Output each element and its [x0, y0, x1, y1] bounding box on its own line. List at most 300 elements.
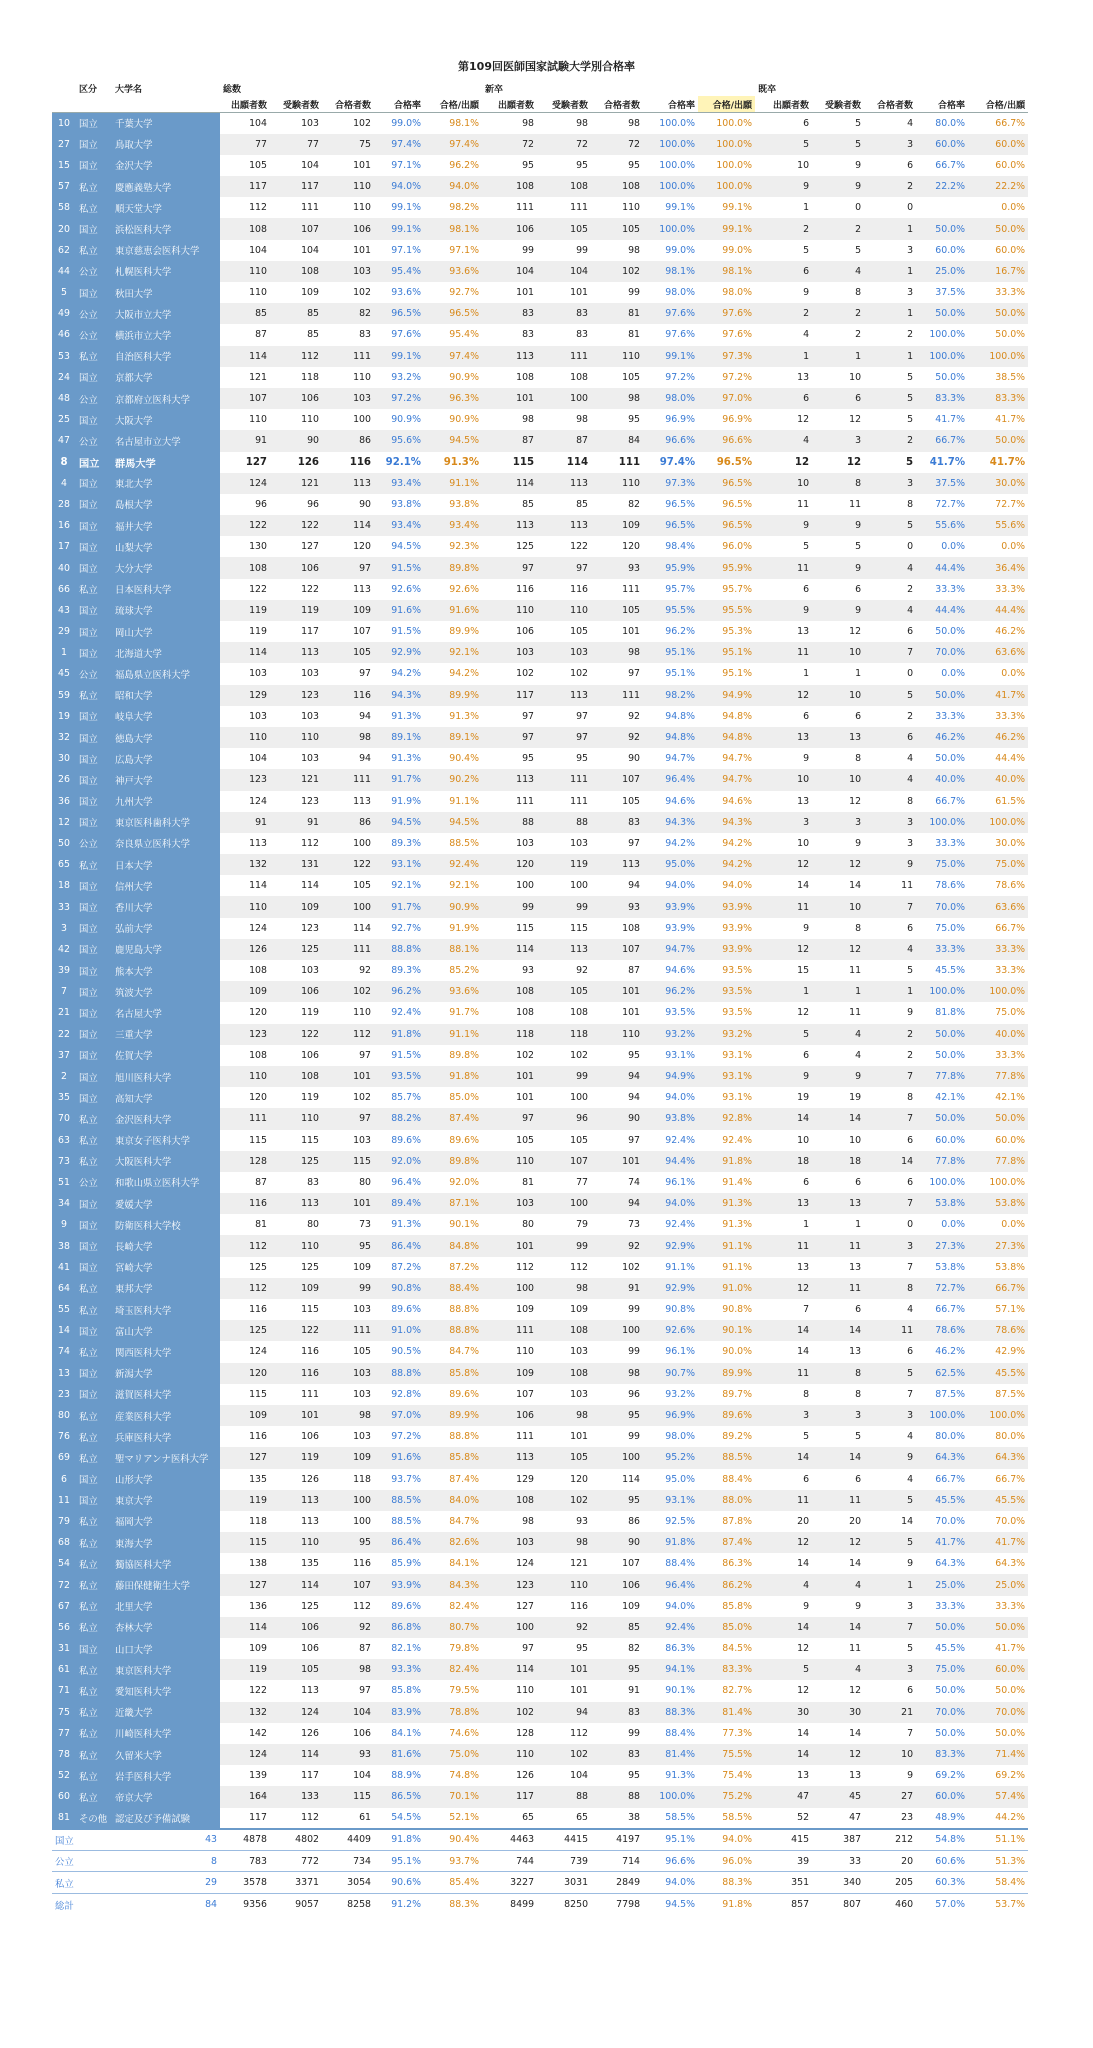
value-cell: 8 — [855, 1388, 862, 1400]
value-cell: 77.8% — [968, 1151, 1028, 1172]
value-cell: 105 — [591, 600, 643, 621]
value-cell: 96.4% — [391, 1176, 421, 1188]
value-cell: 87 — [255, 329, 267, 341]
table-row — [52, 1723, 1028, 1744]
totals-value: 91.8% — [374, 1829, 424, 1851]
value-cell: 100.0% — [929, 1176, 966, 1188]
value-cell: 84.5% — [722, 1643, 753, 1655]
value-cell: 95.1% — [665, 668, 696, 680]
value-cell: 14 — [849, 880, 862, 892]
value-cell: 103 — [322, 261, 374, 282]
value-cell: 44.4% — [995, 753, 1026, 765]
value-cell: 96 — [537, 1108, 591, 1129]
university-name-cell: 信州大学 — [112, 875, 220, 896]
value-cell: 100.0% — [659, 159, 696, 171]
value-cell: 109 — [622, 1600, 641, 1612]
university-name-cell: 香川大学 — [112, 896, 220, 917]
totals-value: 94.5% — [643, 1893, 698, 1915]
totals-value: 4197 — [591, 1829, 643, 1851]
value-cell: 123 — [301, 922, 319, 934]
kubun-cell: 私立 — [76, 1659, 112, 1680]
value-cell: 7 — [803, 1304, 810, 1316]
table-row — [52, 113, 1028, 134]
value-cell: 95.5% — [643, 600, 698, 621]
value-cell: 50.0% — [968, 1617, 1028, 1638]
value-cell: 10 — [797, 1134, 810, 1146]
rank-cell: 49 — [52, 303, 76, 324]
value-cell: 91.6% — [374, 600, 424, 621]
totals-value: 90.4% — [424, 1829, 482, 1851]
value-cell: 11 — [849, 498, 862, 510]
value-cell: 91.9% — [391, 795, 421, 807]
value-cell: 110 — [537, 600, 591, 621]
value-cell: 98 — [522, 117, 535, 129]
value-cell: 4 — [907, 753, 914, 765]
value-cell: 122 — [270, 515, 322, 536]
value-cell: 81.8% — [935, 1007, 966, 1019]
value-cell: 95 — [628, 1770, 641, 1782]
totals-value: 4415 — [537, 1829, 591, 1851]
value-cell: 97.0% — [698, 388, 755, 409]
value-cell: 1 — [864, 1574, 916, 1595]
value-cell: 94.0% — [665, 880, 696, 892]
table-row — [52, 1235, 1028, 1256]
value-cell: 117 — [482, 1786, 537, 1807]
value-cell: 91.1% — [424, 1024, 482, 1045]
value-cell: 50.0% — [916, 1617, 968, 1638]
value-cell: 88.8% — [424, 1320, 482, 1341]
table-row — [52, 642, 1028, 663]
table-row — [52, 769, 1028, 790]
value-cell: 80.0% — [935, 1431, 966, 1443]
value-cell: 100.0% — [989, 1176, 1026, 1188]
value-cell: 14 — [797, 1558, 810, 1570]
value-cell: 94.0% — [424, 176, 482, 197]
value-cell: 129 — [516, 1473, 535, 1485]
value-cell: 50.0% — [968, 218, 1028, 239]
value-cell: 30.0% — [995, 837, 1026, 849]
value-cell: 112 — [570, 1727, 589, 1739]
totals-value: 4802 — [270, 1829, 322, 1851]
value-cell: 5 — [855, 541, 862, 553]
value-cell: 5 — [855, 244, 862, 256]
value-cell: 85.2% — [449, 965, 480, 977]
value-cell: 110 — [220, 1066, 270, 1087]
value-cell: 121 — [570, 1558, 589, 1570]
rank-cell: 69 — [52, 1447, 76, 1468]
value-cell: 94.7% — [698, 769, 755, 790]
value-cell: 97 — [322, 1108, 374, 1129]
university-name-cell: 近畿大学 — [112, 1702, 220, 1723]
totals-value: 3227 — [482, 1872, 537, 1894]
value-cell: 116 — [570, 1600, 589, 1612]
kubun-cell: 国立 — [76, 1024, 112, 1045]
value-cell: 1 — [812, 981, 864, 1002]
value-cell: 90.7% — [643, 1363, 698, 1384]
value-cell: 82 — [628, 498, 641, 510]
value-cell: 70.0% — [935, 1515, 966, 1527]
value-cell: 96.5% — [643, 515, 698, 536]
value-cell: 94.6% — [722, 795, 753, 807]
value-cell: 46.2% — [916, 727, 968, 748]
value-cell: 72 — [591, 134, 643, 155]
value-cell: 98 — [537, 1405, 591, 1426]
value-cell: 3 — [907, 837, 914, 849]
value-cell: 100.0% — [716, 117, 753, 129]
value-cell: 126 — [301, 1473, 319, 1485]
value-cell: 111 — [516, 795, 535, 807]
value-cell: 94.5% — [424, 430, 482, 451]
rank-cell: 75 — [52, 1702, 76, 1723]
value-cell: 95 — [322, 1532, 374, 1553]
value-cell: 100 — [537, 388, 591, 409]
value-cell: 93.4% — [424, 515, 482, 536]
value-cell: 96.9% — [665, 414, 696, 426]
totals-value: 20 — [864, 1850, 916, 1872]
value-cell: 103 — [249, 668, 267, 680]
value-cell: 106 — [516, 626, 535, 638]
value-cell: 0 — [855, 202, 862, 214]
rank-cell: 62 — [52, 240, 76, 261]
value-cell: 107 — [322, 1574, 374, 1595]
value-cell: 9 — [755, 600, 812, 621]
rank-cell: 31 — [52, 1638, 76, 1659]
value-cell: 91.8% — [698, 1151, 755, 1172]
value-cell: 94 — [628, 1092, 641, 1104]
value-cell: 72 — [537, 134, 591, 155]
value-cell: 103 — [353, 1304, 371, 1316]
value-cell: 122 — [270, 1320, 322, 1341]
table-row — [52, 515, 1028, 536]
value-cell: 96.4% — [643, 1574, 698, 1595]
value-cell: 0 — [907, 202, 914, 214]
university-name-cell: 長崎大学 — [112, 1235, 220, 1256]
value-cell: 109 — [516, 1304, 535, 1316]
university-name-cell: 日本大学 — [112, 854, 220, 875]
totals-value: 3578 — [220, 1872, 270, 1894]
value-cell: 109 — [322, 1447, 374, 1468]
value-cell: 111 — [322, 1320, 374, 1341]
value-cell: 97 — [322, 557, 374, 578]
value-cell: 92.9% — [643, 1235, 698, 1256]
rank-cell: 39 — [52, 960, 76, 981]
value-cell: 96 — [255, 498, 267, 510]
value-cell: 77.3% — [722, 1727, 753, 1739]
value-cell: 60.0% — [995, 159, 1026, 171]
value-cell: 50.0% — [935, 753, 966, 765]
value-cell: 46.2% — [995, 626, 1026, 638]
value-cell: 97.2% — [722, 371, 753, 383]
value-cell: 90.9% — [391, 414, 421, 426]
value-cell: 116 — [322, 685, 374, 706]
university-name-cell: 熊本大学 — [112, 960, 220, 981]
value-cell: 106 — [591, 1574, 643, 1595]
university-name-cell: 横浜市立大学 — [112, 324, 220, 345]
value-cell: 93.1% — [722, 1049, 753, 1061]
value-cell: 96.4% — [643, 769, 698, 790]
subheader-new-4: 合格/出願 — [698, 96, 755, 113]
value-cell: 118 — [537, 1024, 591, 1045]
rank-cell: 8 — [52, 452, 76, 473]
value-cell: 75.0% — [935, 922, 966, 934]
value-cell: 82.6% — [424, 1532, 482, 1553]
value-cell: 6 — [855, 710, 862, 722]
value-cell: 113 — [301, 1685, 319, 1697]
value-cell: 38.5% — [995, 371, 1026, 383]
results-table — [52, 80, 1028, 1915]
value-cell: 57.1% — [995, 1304, 1026, 1316]
value-cell: 11 — [755, 1363, 812, 1384]
value-cell: 118 — [301, 371, 319, 383]
value-cell: 108 — [270, 261, 322, 282]
value-cell: 14 — [755, 1617, 812, 1638]
value-cell: 36.4% — [968, 557, 1028, 578]
value-cell: 0 — [907, 1219, 914, 1231]
value-cell: 14 — [755, 1320, 812, 1341]
totals-value: 58.4% — [968, 1872, 1028, 1894]
value-cell: 72.7% — [935, 498, 966, 510]
rank-cell: 29 — [52, 621, 76, 642]
value-cell: 66.7% — [995, 117, 1026, 129]
university-name-cell: 北里大学 — [112, 1596, 220, 1617]
value-cell: 95.0% — [665, 1473, 696, 1485]
value-cell: 103 — [353, 1431, 371, 1443]
value-cell: 11 — [849, 965, 862, 977]
value-cell: 110 — [270, 1108, 322, 1129]
rank-cell: 42 — [52, 939, 76, 960]
value-cell: 94.6% — [665, 965, 696, 977]
value-cell: 92.6% — [643, 1320, 698, 1341]
totals-row — [52, 1893, 1028, 1915]
value-cell: 92.4% — [643, 1617, 698, 1638]
value-cell: 11 — [812, 1235, 864, 1256]
value-cell: 7 — [907, 1261, 914, 1273]
value-cell: 92.7% — [391, 922, 421, 934]
value-cell: 95 — [628, 159, 641, 171]
value-cell: 113 — [301, 1515, 319, 1527]
value-cell: 111 — [537, 346, 591, 367]
value-cell: 77 — [270, 134, 322, 155]
value-cell: 102 — [482, 1702, 537, 1723]
value-cell: 5 — [864, 1490, 916, 1511]
value-cell: 94.2% — [698, 854, 755, 875]
value-cell: 93.2% — [665, 1388, 696, 1400]
value-cell: 126 — [301, 1727, 319, 1739]
value-cell: 97.6% — [643, 303, 698, 324]
value-cell: 95 — [522, 159, 535, 171]
value-cell: 75.4% — [722, 1770, 753, 1782]
value-cell: 135 — [249, 1473, 267, 1485]
kubun-cell: 国立 — [76, 1363, 112, 1384]
value-cell: 110 — [622, 202, 641, 214]
value-cell: 73 — [359, 1219, 371, 1231]
value-cell: 10 — [849, 1134, 862, 1146]
value-cell: 86 — [628, 1515, 641, 1527]
value-cell: 50.0% — [935, 1727, 966, 1739]
table-row — [52, 1172, 1028, 1193]
kubun-cell: 公立 — [76, 303, 112, 324]
value-cell: 103 — [482, 642, 537, 663]
value-cell: 8 — [803, 1388, 810, 1400]
value-cell: 27 — [864, 1786, 916, 1807]
value-cell: 85 — [576, 498, 589, 510]
value-cell: 1 — [864, 261, 916, 282]
subheader-new-2: 合格者数 — [591, 96, 643, 113]
value-cell: 83.3% — [916, 1744, 968, 1765]
value-cell: 90 — [628, 753, 641, 765]
value-cell: 114 — [622, 1473, 641, 1485]
table-row — [52, 176, 1028, 197]
value-cell: 20 — [797, 1515, 810, 1527]
value-cell: 50.0% — [968, 303, 1028, 324]
table-row — [52, 1426, 1028, 1447]
value-cell: 109 — [570, 1304, 589, 1316]
table-row — [52, 1702, 1028, 1723]
value-cell: 117 — [301, 626, 319, 638]
value-cell: 100.0% — [916, 346, 968, 367]
value-cell: 89.8% — [424, 1151, 482, 1172]
value-cell: 86 — [322, 812, 374, 833]
value-cell: 7 — [864, 642, 916, 663]
value-cell: 50.0% — [935, 1049, 966, 1061]
rank-cell: 50 — [52, 833, 76, 854]
value-cell: 125 — [220, 1320, 270, 1341]
value-cell: 84.1% — [391, 1727, 421, 1739]
kubun-cell: 国立 — [76, 1214, 112, 1235]
university-name-cell: 京都府立医科大学 — [112, 388, 220, 409]
value-cell: 108 — [482, 1490, 537, 1511]
rank-cell: 65 — [52, 854, 76, 875]
value-cell: 82 — [628, 1643, 641, 1655]
totals-value: 85.4% — [424, 1872, 482, 1894]
kubun-cell: 国立 — [76, 960, 112, 981]
value-cell: 100.0% — [916, 981, 968, 1002]
value-cell: 105 — [537, 218, 591, 239]
rank-cell: 32 — [52, 727, 76, 748]
value-cell: 90.5% — [391, 1346, 421, 1358]
value-cell: 64.3% — [916, 1447, 968, 1468]
rank-cell: 23 — [52, 1384, 76, 1405]
value-cell: 85.7% — [391, 1092, 421, 1104]
subheader-total-1: 受験者数 — [270, 96, 322, 113]
table-row — [52, 663, 1028, 684]
value-cell: 8 — [812, 1363, 864, 1384]
value-cell: 103 — [301, 668, 319, 680]
value-cell: 45.5% — [968, 1363, 1028, 1384]
value-cell: 85.0% — [698, 1617, 755, 1638]
value-cell: 95.3% — [722, 626, 753, 638]
value-cell: 11 — [901, 880, 914, 892]
kubun-cell: 私立 — [76, 1511, 112, 1532]
totals-value: 807 — [812, 1893, 864, 1915]
subheader-past-3: 合格率 — [916, 96, 968, 113]
rank-cell: 58 — [52, 197, 76, 218]
rank-cell: 81 — [52, 1808, 76, 1829]
university-name-cell: 高知大学 — [112, 1087, 220, 1108]
value-cell: 98 — [537, 1278, 591, 1299]
value-cell: 78.6% — [935, 880, 966, 892]
totals-value: 3031 — [537, 1872, 591, 1894]
value-cell: 93.1% — [665, 1049, 696, 1061]
kubun-cell: 私立 — [76, 1553, 112, 1574]
table-row — [52, 197, 1028, 218]
table-row — [52, 1490, 1028, 1511]
value-cell: 86.3% — [722, 1558, 753, 1570]
value-cell: 126 — [297, 456, 319, 468]
value-cell: 102 — [570, 668, 589, 680]
value-cell: 12 — [794, 456, 810, 468]
table-row — [52, 1765, 1028, 1786]
value-cell: 100 — [353, 837, 371, 849]
value-cell: 2 — [755, 218, 812, 239]
value-cell: 91.7% — [374, 769, 424, 790]
kubun-cell: 国立 — [76, 452, 112, 473]
value-cell: 93.4% — [374, 515, 424, 536]
value-cell: 108 — [570, 1007, 589, 1019]
kubun-cell: 私立 — [76, 1702, 112, 1723]
value-cell: 99 — [576, 244, 589, 256]
value-cell: 100.0% — [698, 176, 755, 197]
rank-cell: 37 — [52, 1045, 76, 1066]
value-cell: 0.0% — [941, 1219, 966, 1231]
table-row — [52, 473, 1028, 494]
value-cell: 104 — [482, 261, 537, 282]
rank-cell: 59 — [52, 685, 76, 706]
value-cell: 127 — [220, 1447, 270, 1468]
kubun-cell: 私立 — [76, 1765, 112, 1786]
value-cell: 92.4% — [665, 1134, 696, 1146]
value-cell: 86.8% — [374, 1617, 424, 1638]
rank-cell: 73 — [52, 1151, 76, 1172]
value-cell: 107 — [591, 769, 643, 790]
value-cell: 98.4% — [665, 541, 696, 553]
kubun-cell: その他 — [76, 1808, 112, 1829]
table-row — [52, 557, 1028, 578]
rank-cell: 28 — [52, 494, 76, 515]
value-cell: 101 — [322, 1066, 374, 1087]
value-cell: 93.5% — [722, 965, 753, 977]
university-name-cell: 東京医科大学 — [112, 1659, 220, 1680]
totals-value: 351 — [755, 1872, 812, 1894]
totals-count: 8 — [112, 1850, 220, 1872]
value-cell: 96 — [307, 498, 319, 510]
value-cell: 94.2% — [665, 837, 696, 849]
value-cell: 97.2% — [665, 371, 696, 383]
value-cell: 97.1% — [449, 244, 480, 256]
totals-value: 53.7% — [968, 1893, 1028, 1915]
totals-value: 744 — [482, 1850, 537, 1872]
value-cell: 111 — [322, 769, 374, 790]
value-cell: 116 — [220, 1193, 270, 1214]
value-cell: 63.6% — [968, 642, 1028, 663]
kubun-cell: 国立 — [76, 1469, 112, 1490]
value-cell: 2 — [907, 583, 914, 595]
value-cell: 100 — [516, 880, 535, 892]
rank-cell: 10 — [52, 113, 76, 134]
value-cell: 9 — [803, 287, 810, 299]
totals-value: 415 — [755, 1829, 812, 1851]
value-cell: 6 — [803, 583, 810, 595]
value-cell: 94 — [537, 1702, 591, 1723]
value-cell: 1 — [864, 981, 916, 1002]
university-name-cell: 愛媛大学 — [112, 1193, 220, 1214]
value-cell: 92.9% — [643, 1278, 698, 1299]
value-cell: 116 — [301, 1346, 319, 1358]
value-cell: 1 — [803, 202, 810, 214]
value-cell: 93 — [591, 557, 643, 578]
value-cell: 14 — [812, 1320, 864, 1341]
rank-cell: 15 — [52, 155, 76, 176]
